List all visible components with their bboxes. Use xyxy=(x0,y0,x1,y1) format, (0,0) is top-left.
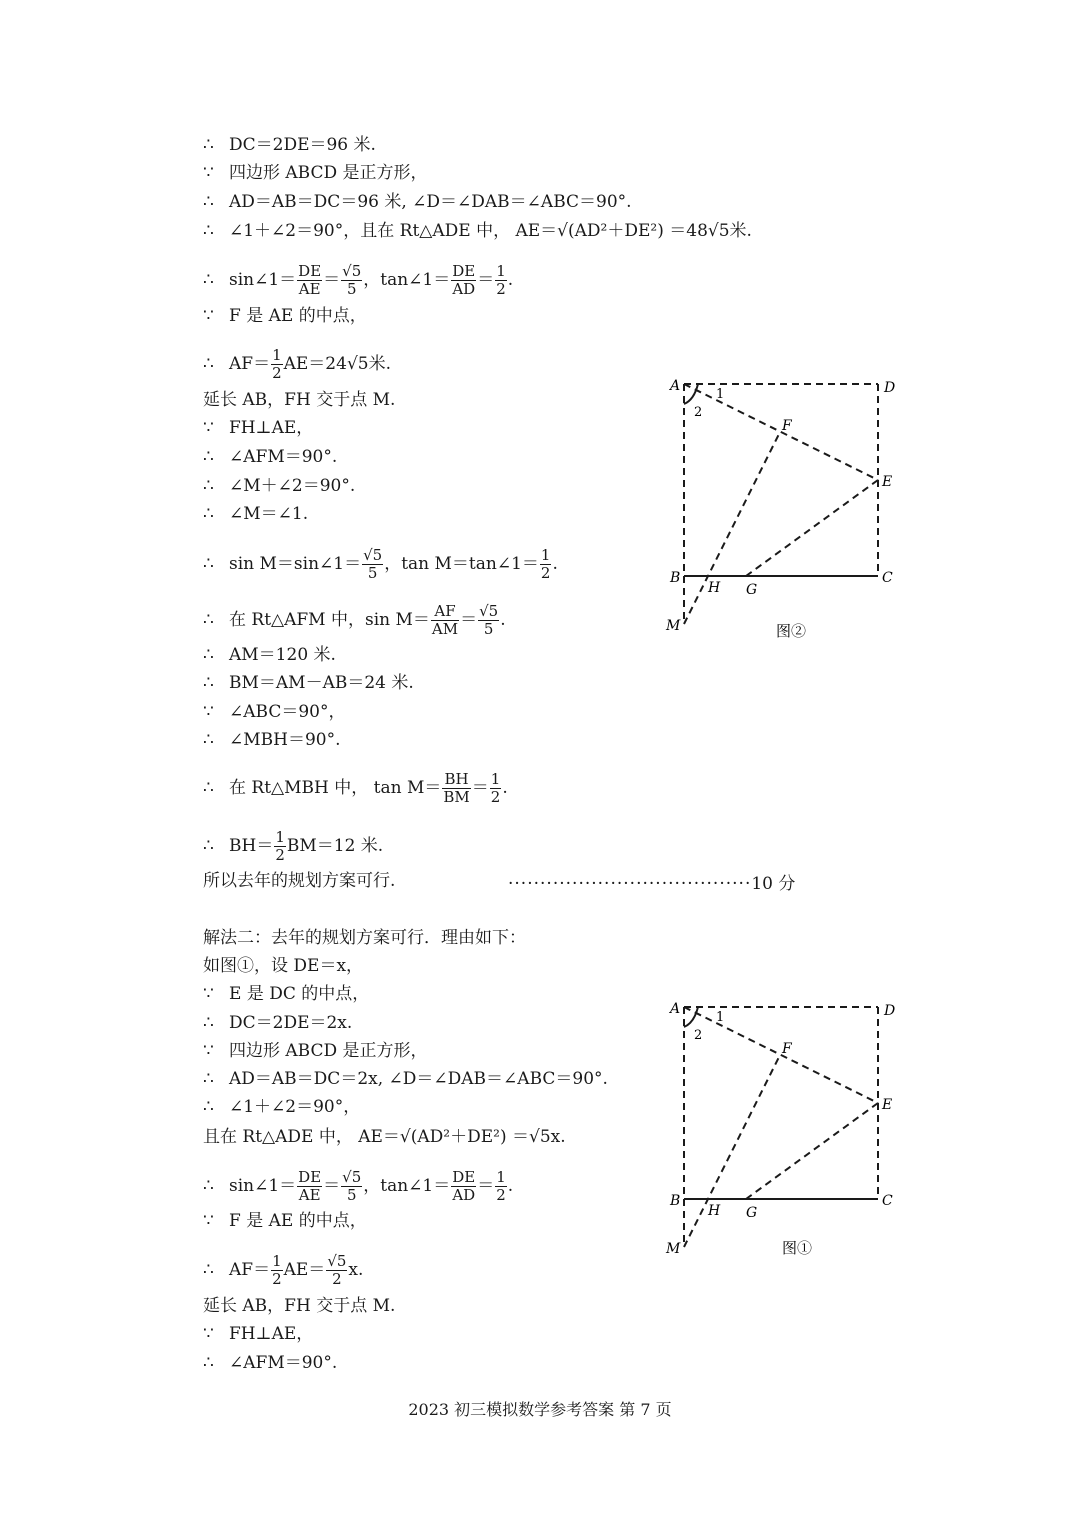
line-29: 且在 Rt△ADE 中， AE＝√(AD²＋DE²) ＝√5x. xyxy=(203,1127,566,1147)
point-label-H: H xyxy=(708,580,721,596)
leader-dots: ······································ xyxy=(508,874,752,894)
point-label-H: H xyxy=(708,1203,721,1219)
line-6: ∵ F 是 AE 的中点， xyxy=(203,306,367,326)
line-11: ∴ ∠M＋∠2＝90°. xyxy=(203,476,356,496)
line-27: ∴ AD＝AB＝DC＝2x, ∠D＝∠DAB＝∠ABC＝90°. xyxy=(203,1069,608,1089)
line-13: ∴ sin M＝sin∠1＝ $\frac{√5}{5}$ ，tan M＝tan∠1＝ $\frac{1}{2}$ . xyxy=(203,546,558,582)
line-28: ∴ ∠1＋∠2＝90°， xyxy=(203,1097,361,1117)
angle-label-2: 2 xyxy=(694,1028,703,1043)
figure-caption: 图① xyxy=(782,1239,813,1257)
geometry-figure-2 xyxy=(660,372,910,644)
line-24: ∵ E 是 DC 的中点， xyxy=(203,984,370,1004)
line-18: ∴ ∠MBH＝90°. xyxy=(203,730,341,750)
line-34: ∵ FH⊥AE， xyxy=(203,1324,314,1344)
line-35: ∴ ∠AFM＝90°. xyxy=(203,1353,338,1373)
segment-AE xyxy=(684,1007,878,1103)
point-label-G: G xyxy=(746,582,758,598)
line-19: ∴ 在 Rt△MBH 中， tan M＝ $\frac{BH}{BM}$ ＝ $\frac{1}{2}$ . xyxy=(203,770,508,806)
line-33: 延长 AB，FH 交于点 M. xyxy=(203,1296,396,1316)
line-7: ∴ AF＝ $\frac{1}{2}$ AE＝24√5米. xyxy=(203,346,391,382)
line-12: ∴ ∠M＝∠1. xyxy=(203,504,309,524)
point-label-C: C xyxy=(882,570,893,586)
line-15: ∴ AM＝120 米. xyxy=(203,645,336,665)
line-21: 所以去年的规划方案可行. xyxy=(203,871,396,891)
point-label-C: C xyxy=(882,1193,893,1209)
point-label-F: F xyxy=(782,1041,792,1057)
figure-caption: 图② xyxy=(776,622,807,640)
point-label-B: B xyxy=(670,570,681,586)
page-footer: 2023 初三模拟数学参考答案 第 7 页 xyxy=(408,1400,672,1419)
line-1: ∴ DC＝2DE＝96 米. xyxy=(203,135,376,155)
angle-label-2: 2 xyxy=(694,405,703,420)
point-label-A: A xyxy=(670,1001,681,1017)
line-16: ∴ BM＝AM－AB＝24 米. xyxy=(203,673,414,693)
point-label-F: F xyxy=(782,418,792,434)
line-31: ∵ F 是 AE 的中点， xyxy=(203,1211,367,1231)
line-32: ∴ AF＝ $\frac{1}{2}$ AE＝ $\frac{√5}{2}$ x. xyxy=(203,1252,364,1288)
segment-MF xyxy=(684,1055,780,1247)
point-label-E: E xyxy=(882,1097,893,1113)
line-4: ∴ ∠1＋∠2＝90°，且在 Rt△ADE 中， AE＝√(AD²＋DE²) ＝48√5米. xyxy=(203,221,752,241)
segment-GE xyxy=(746,1103,878,1199)
angle-label-1: 1 xyxy=(716,1010,725,1025)
line-2: ∵ 四边形 ABCD 是正方形， xyxy=(203,163,428,183)
point-label-E: E xyxy=(882,474,893,490)
point-label-B: B xyxy=(670,1193,681,1209)
point-label-G: G xyxy=(746,1205,758,1221)
segment-AE xyxy=(684,384,878,480)
line-5: ∴ sin∠1＝ $\frac{DE}{AE}$ ＝ $\frac{√5}{5}$ ，tan∠1＝ $\frac{DE}{AD}$ ＝ $\frac{1}{2}$ . xyxy=(203,262,514,298)
line-10: ∴ ∠AFM＝90°. xyxy=(203,447,338,467)
geometry-figure-1 xyxy=(660,995,910,1265)
segment-GE xyxy=(746,480,878,576)
line-8: 延长 AB，FH 交于点 M. xyxy=(203,390,396,410)
line-14: ∴ 在 Rt△AFM 中，sin M＝ $\frac{AF}{AM}$ ＝ $\frac{√5}{5}$ . xyxy=(203,602,506,638)
segment-MF xyxy=(684,432,780,624)
line-30: ∴ sin∠1＝ $\frac{DE}{AE}$ ＝ $\frac{√5}{5}$ ，tan∠1＝ $\frac{DE}{AD}$ ＝ $\frac{1}{2}$ . xyxy=(203,1168,514,1204)
point-label-M: M xyxy=(666,618,681,634)
score-note: ······································10 分 xyxy=(508,874,796,894)
point-label-D: D xyxy=(884,1003,896,1019)
angle-arc xyxy=(684,1007,698,1027)
angle-label-1: 1 xyxy=(716,387,725,402)
line-3: ∴ AD＝AB＝DC＝96 米, ∠D＝∠DAB＝∠ABC＝90°. xyxy=(203,192,632,212)
point-label-A: A xyxy=(670,378,681,394)
line-26: ∵ 四边形 ABCD 是正方形， xyxy=(203,1041,428,1061)
line-23: 如图①，设 DE＝x， xyxy=(203,956,364,976)
angle-arc xyxy=(684,384,698,404)
line-20: ∴ BH＝ $\frac{1}{2}$ BM＝12 米. xyxy=(203,828,384,864)
point-label-D: D xyxy=(884,380,896,396)
line-25: ∴ DC＝2DE＝2x. xyxy=(203,1013,353,1033)
line-17: ∵ ∠ABC＝90°， xyxy=(203,702,346,722)
point-label-M: M xyxy=(666,1241,681,1257)
line-9: ∵ FH⊥AE， xyxy=(203,418,314,438)
line-22: 解法二：去年的规划方案可行．理由如下： xyxy=(203,928,526,948)
